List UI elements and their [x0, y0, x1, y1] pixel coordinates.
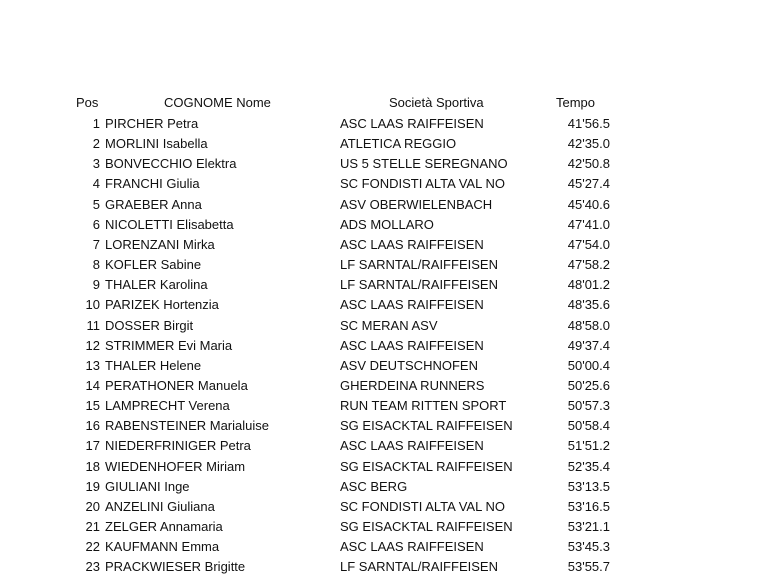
result-name: ZELGER Annamaria — [105, 519, 223, 534]
result-time: 53'55.7 — [567, 559, 610, 575]
result-name: WIEDENHOFER Miriam — [105, 458, 246, 474]
result-club: SC FONDISTI ALTA VAL NO — [340, 176, 505, 192]
table-row — [0, 416, 768, 436]
result-name: PIRCHER Petra — [105, 116, 199, 131]
result-time: 50'25.6 — [567, 377, 610, 393]
table-row — [0, 517, 768, 537]
result-name: BONVECCHIO Elektra — [105, 156, 237, 172]
table-row — [0, 215, 768, 235]
result-club: ATLETICA REGGIO — [340, 136, 457, 152]
table-row — [0, 154, 768, 174]
result-time: 47'41.0 — [567, 216, 610, 232]
result-pos: 8 — [92, 257, 100, 273]
result-time: 45'27.4 — [567, 176, 610, 192]
result-pos: 12 — [85, 337, 100, 353]
result-pos: 13 — [85, 357, 100, 373]
result-time: 53'16.5 — [567, 498, 610, 514]
result-club: SG EISACKTAL RAIFFEISEN — [340, 458, 513, 474]
result-pos: 9 — [92, 277, 100, 293]
result-club: GHERDEINA RUNNERS — [340, 377, 485, 393]
result-time: 42'35.0 — [567, 136, 610, 152]
result-name: PERATHONER Manuela — [105, 377, 248, 393]
result-pos: 4 — [92, 176, 100, 192]
result-name: MORLINI Isabella — [105, 136, 208, 152]
result-pos: 10 — [85, 297, 100, 313]
result-time: 50'57.3 — [567, 398, 610, 414]
table-row — [0, 114, 768, 134]
header-name: COGNOME Nome — [164, 95, 271, 110]
result-time: 53'21.1 — [567, 519, 610, 534]
header-club: Società Sportiva — [389, 95, 484, 110]
result-name: KAUFMANN Emma — [105, 539, 220, 555]
result-name: PRACKWIESER Brigitte — [105, 559, 246, 575]
result-pos: 17 — [85, 438, 100, 454]
result-pos: 6 — [92, 216, 100, 232]
result-time: 50'58.4 — [567, 418, 610, 434]
table-row — [0, 134, 768, 154]
result-pos: 2 — [92, 136, 100, 152]
result-club: ADS MOLLARO — [340, 216, 434, 232]
table-row — [0, 537, 768, 557]
result-time: 48'35.6 — [567, 297, 610, 313]
result-pos: 11 — [86, 317, 100, 333]
result-club: SC FONDISTI ALTA VAL NO — [340, 498, 505, 514]
result-name: PARIZEK Hortenzia — [105, 297, 219, 313]
result-pos: 20 — [85, 498, 100, 514]
result-club: LF SARNTAL/RAIFFEISEN — [340, 277, 498, 293]
result-time: 49'37.4 — [567, 337, 610, 353]
table-row — [0, 436, 768, 456]
result-name: NICOLETTI Elisabetta — [105, 216, 234, 232]
result-pos: 5 — [92, 196, 100, 212]
result-name: THALER Helene — [105, 357, 202, 373]
result-club: RUN TEAM RITTEN SPORT — [340, 398, 507, 414]
result-club: US 5 STELLE SEREGNANO — [340, 156, 508, 172]
table-row — [0, 376, 768, 396]
result-name: FRANCHI Giulia — [105, 176, 200, 192]
result-name: KOFLER Sabine — [105, 257, 202, 273]
table-row — [0, 457, 768, 477]
result-pos: 23 — [85, 559, 100, 575]
result-time: 48'01.2 — [567, 277, 610, 293]
table-row — [0, 295, 768, 315]
table-row — [0, 477, 768, 497]
result-name: NIEDERFRINIGER Petra — [105, 438, 251, 454]
result-club: ASC LAAS RAIFFEISEN — [340, 438, 484, 454]
result-club: SG EISACKTAL RAIFFEISEN — [340, 418, 513, 434]
result-name: GRAEBER Anna — [105, 196, 202, 212]
table-row — [0, 557, 768, 577]
result-club: ASC LAAS RAIFFEISEN — [340, 236, 484, 252]
table-row — [0, 275, 768, 295]
table-row — [0, 235, 768, 255]
table-row — [0, 396, 768, 416]
result-name: ANZELINI Giuliana — [105, 498, 215, 514]
table-row — [0, 255, 768, 275]
result-name: RABENSTEINER Marialuise — [105, 418, 269, 434]
result-pos: 22 — [85, 539, 100, 555]
result-club: ASV DEUTSCHNOFEN — [340, 357, 478, 373]
result-club: LF SARNTAL/RAIFFEISEN — [340, 559, 498, 575]
result-time: 50'00.4 — [567, 357, 610, 373]
table-row — [0, 195, 768, 215]
result-club: SC MERAN ASV — [340, 317, 438, 333]
result-pos: 19 — [85, 478, 100, 494]
result-name: THALER Karolina — [105, 277, 208, 293]
result-club: SG EISACKTAL RAIFFEISEN — [340, 519, 513, 534]
result-club: ASC BERG — [340, 478, 408, 494]
result-club: ASV OBERWIELENBACH — [340, 196, 493, 212]
result-time: 47'54.0 — [567, 236, 610, 252]
result-club: ASC LAAS RAIFFEISEN — [340, 539, 484, 555]
header-row — [0, 93, 768, 113]
result-name: GIULIANI Inge — [105, 478, 190, 494]
result-pos: 7 — [92, 236, 100, 252]
table-row — [0, 316, 768, 336]
result-time: 51'51.2 — [567, 438, 610, 454]
table-row — [0, 174, 768, 194]
result-club: LF SARNTAL/RAIFFEISEN — [340, 257, 498, 273]
result-time: 53'13.5 — [567, 478, 610, 494]
result-time: 45'40.6 — [567, 196, 610, 212]
result-pos: 14 — [85, 377, 100, 393]
result-pos: 1 — [92, 116, 100, 131]
result-name: LORENZANI Mirka — [105, 236, 215, 252]
table-row — [0, 336, 768, 356]
table-row — [0, 356, 768, 376]
result-name: STRIMMER Evi Maria — [105, 337, 233, 353]
header-pos: Pos — [76, 95, 99, 110]
result-pos: 3 — [92, 156, 100, 172]
result-name: LAMPRECHT Verena — [105, 398, 230, 414]
result-pos: 21 — [85, 519, 100, 534]
result-pos: 18 — [85, 458, 100, 474]
result-pos: 15 — [85, 398, 100, 414]
result-club: ASC LAAS RAIFFEISEN — [340, 297, 484, 313]
result-time: 47'58.2 — [567, 257, 610, 273]
result-time: 48'58.0 — [567, 317, 610, 333]
result-time: 52'35.4 — [567, 458, 610, 474]
result-time: 41'56.5 — [567, 116, 610, 131]
result-pos: 16 — [85, 418, 100, 434]
result-club: ASC LAAS RAIFFEISEN — [340, 116, 484, 131]
result-club: ASC LAAS RAIFFEISEN — [340, 337, 484, 353]
table-row — [0, 497, 768, 517]
header-time: Tempo — [556, 95, 596, 110]
result-time: 42'50.8 — [567, 156, 610, 172]
result-time: 53'45.3 — [567, 539, 610, 555]
result-name: DOSSER Birgit — [105, 317, 194, 333]
